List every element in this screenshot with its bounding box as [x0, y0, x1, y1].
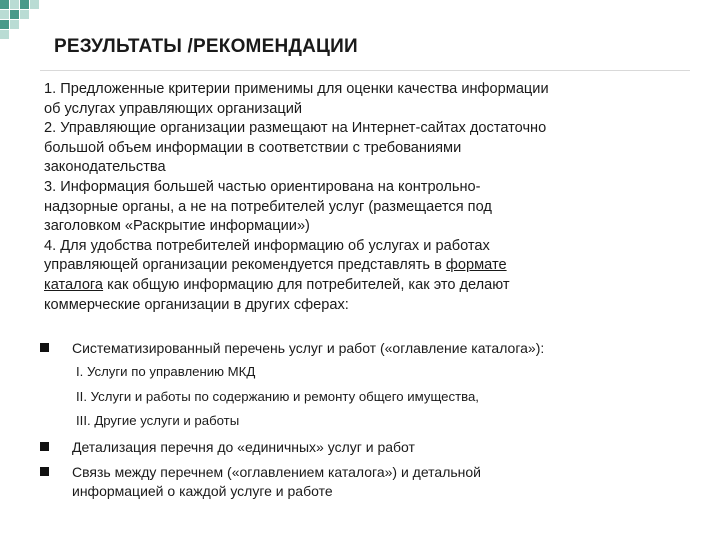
finding-line: об услугах управляющих организаций: [44, 100, 302, 117]
line-text: управляющей организации рекомендуется представлять в: [44, 257, 446, 274]
page-title: РЕЗУЛЬТАТЫ /РЕКОМЕНДАЦИИ: [54, 36, 358, 57]
line-text: как общую информацию для потребителей, как это делают: [103, 276, 510, 293]
finding-line: [44, 276, 704, 296]
finding-line: 3. Информация большей частью ориентирована на контрольно-: [44, 178, 481, 195]
bullet-text: Детализация перечня до «единичных» услуг и работ: [72, 439, 415, 455]
finding-item-2: [44, 119, 704, 178]
finding-line: надзорные органы, а не на потребителей услуг (размещается под: [44, 198, 492, 215]
bullet-text: информацией о каждой услуге и работе: [72, 483, 333, 499]
subitem-1: I. Услуги по управлению МКД: [76, 364, 256, 379]
finding-line: коммерческие организации в других сферах:: [44, 296, 349, 313]
catalog-format-link[interactable]: формате: [445, 257, 507, 274]
square-bullet-icon: [40, 442, 49, 451]
bullet-text: Связь между перечнем («оглавлением каталога») и детальной: [72, 464, 481, 480]
catalog-link[interactable]: каталога: [44, 276, 104, 293]
subitem-2: II. Услуги и работы по содержанию и ремонту общего имущества,: [76, 389, 479, 404]
square-bullet-icon: [40, 343, 49, 352]
subitem-3: III. Другие услуги и работы: [76, 413, 240, 428]
finding-item-1: [44, 80, 704, 119]
finding-line: 2. Управляющие организации размещают на Интернет-сайтах достаточно: [44, 120, 547, 137]
square-bullet-icon: [40, 467, 49, 476]
finding-item-4: [44, 237, 704, 315]
finding-line: большой объем информации в соответствии с требованиями: [44, 139, 462, 156]
title-divider: [40, 70, 690, 71]
finding-line: 1. Предложенные критерии применимы для оценки качества информации: [44, 81, 549, 97]
finding-line: заголовком «Раскрытие информации»): [44, 218, 310, 235]
finding-line: 4. Для удобства потребителей информацию об услугах и работах: [44, 237, 490, 254]
findings-list: [44, 80, 704, 315]
finding-line: [44, 256, 704, 276]
finding-line: законодательства: [44, 159, 166, 176]
bullet-text: Систематизированный перечень услуг и работ («оглавление каталога»):: [72, 340, 545, 356]
finding-item-3: [44, 178, 704, 237]
